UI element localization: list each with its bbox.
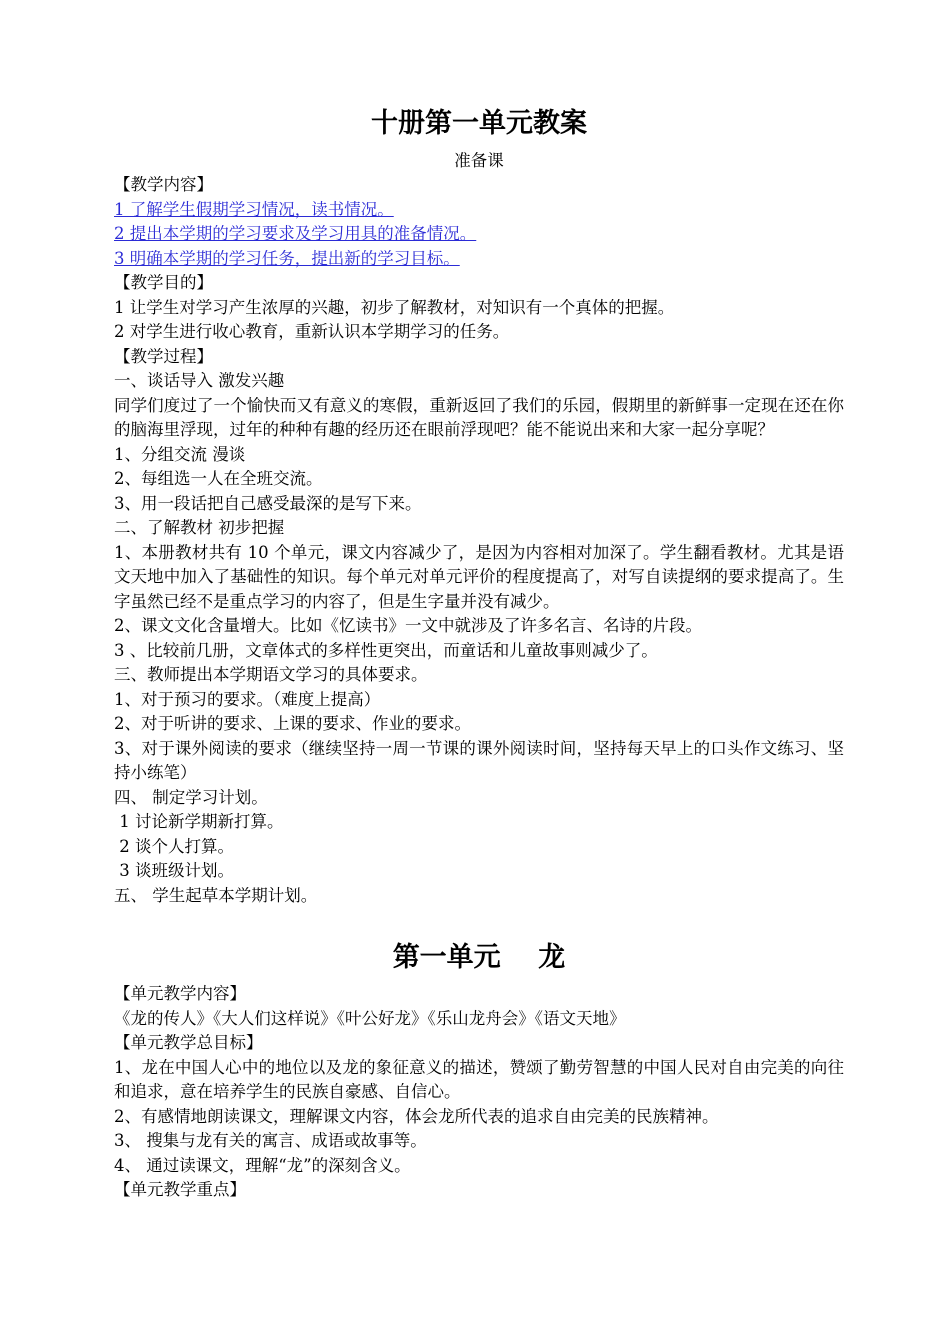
step2-title: 二、了解教材 初步把握 bbox=[114, 518, 285, 537]
unit-title: 第一单元 龙 bbox=[392, 942, 566, 973]
purpose-item-2: 2 对学生进行收心教育，重新认识本学期学习的任务。 bbox=[114, 322, 510, 341]
heading-teaching-process: 【教学过程】 bbox=[114, 346, 213, 366]
step3-item-2: 2、对于听讲的要求、上课的要求、作业的要求。 bbox=[114, 714, 471, 733]
content-link-1[interactable]: 1 了解学生假期学习情况，读书情况。 bbox=[114, 199, 394, 219]
step3-item-1: 1、对于预习的要求。（难度上提高） bbox=[114, 689, 381, 709]
step4-item-1: 1 讨论新学期新打算。 bbox=[114, 812, 284, 831]
heading-unit-focus: 【单元教学重点】 bbox=[114, 1180, 246, 1199]
content-link-3[interactable]: 3 明确本学期的学习任务，提出新的学习目标。 bbox=[114, 248, 460, 268]
unit-goal-3: 3、 搜集与龙有关的寓言、成语或故事等。 bbox=[114, 1131, 427, 1150]
heading-unit-content: 【单元教学内容】 bbox=[114, 984, 246, 1003]
heading-teaching-purpose: 【教学目的】 bbox=[114, 273, 213, 292]
step5-title: 五、 学生起草本学期计划。 bbox=[114, 885, 318, 905]
step1-item-3: 3、用一段话把自己感受最深的是写下来。 bbox=[114, 493, 422, 513]
content-link-2[interactable]: 2 提出本学期的学习要求及学习用具的准备情况。 bbox=[114, 224, 477, 243]
heading-teaching-content: 【教学内容】 bbox=[114, 175, 213, 194]
step3-item-3: 3、对于课外阅读的要求（继续坚持一周一节课的课外阅读时间，坚持每天早上的口头作文练习、坚持小练笔） bbox=[114, 738, 844, 782]
unit-goal-1: 1、龙在中国人心中的地位以及龙的象征意义的描述，赞颂了勤劳智慧的中国人民对自由完美的向往和追求，意在培养学生的民族自豪感、自信心。 bbox=[114, 1057, 844, 1101]
step1-item-1: 1、分组交流 漫谈 bbox=[114, 444, 246, 464]
document-title: 十册第一单元教案 bbox=[371, 108, 587, 139]
unit-goal-4: 4、 通过读课文，理解“龙”的深刻含义。 bbox=[114, 1155, 411, 1175]
step2-paragraph-1: 1、本册教材共有 10 个单元，课文内容减少了，是因为内容相对加深了。学生翻看教材。尤其是语文天地中加入了基础性的知识。每个单元对单元评价的程度提高了，对写自读提纲的要求提高了。生字虽然已经不是重点学习的内容了，但是生字量并没有减少。 bbox=[114, 542, 844, 611]
step1-paragraph: 同学们度过了一个愉快而又有意义的寒假，重新返回了我们的乐园，假期里的新鲜事一定现在还在你的脑海里浮现，过年的种种有趣的经历还在眼前浮现吧？能不能说出来和大家一起分享呢？ bbox=[114, 395, 844, 439]
purpose-item-1: 1 让学生对学习产生浓厚的兴趣，初步了解教材，对知识有一个真体的把握。 bbox=[114, 297, 675, 317]
step2-item-3: 3 、比较前几册，文章体式的多样性更突出，而童话和儿童故事则减少了。 bbox=[114, 640, 658, 660]
step4-item-2: 2 谈个人打算。 bbox=[114, 836, 234, 856]
unit-content-list: 《龙的传人》《大人们这样说》《叶公好龙》《乐山龙舟会》《语文天地》 bbox=[114, 1008, 626, 1028]
document-page bbox=[114, 100, 844, 1203]
unit-goal-2: 2、有感情地朗读课文，理解课文内容，体会龙所代表的追求自由完美的民族精神。 bbox=[114, 1106, 719, 1126]
step4-title: 四、 制定学习计划。 bbox=[114, 787, 268, 807]
lesson-subtitle: 准备课 bbox=[454, 151, 504, 170]
step1-title: 一、谈话导入 激发兴趣 bbox=[114, 371, 285, 390]
step3-title: 三、教师提出本学期语文学习的具体要求。 bbox=[114, 665, 428, 684]
step1-item-2: 2、每组选一人在全班交流。 bbox=[114, 469, 323, 488]
step4-item-3: 3 谈班级计划。 bbox=[114, 861, 234, 880]
heading-unit-goals: 【单元教学总目标】 bbox=[114, 1033, 263, 1052]
step2-item-2: 2、课文文化含量增大。比如《忆读书》一文中就涉及了许多名言、名诗的片段。 bbox=[114, 616, 702, 635]
